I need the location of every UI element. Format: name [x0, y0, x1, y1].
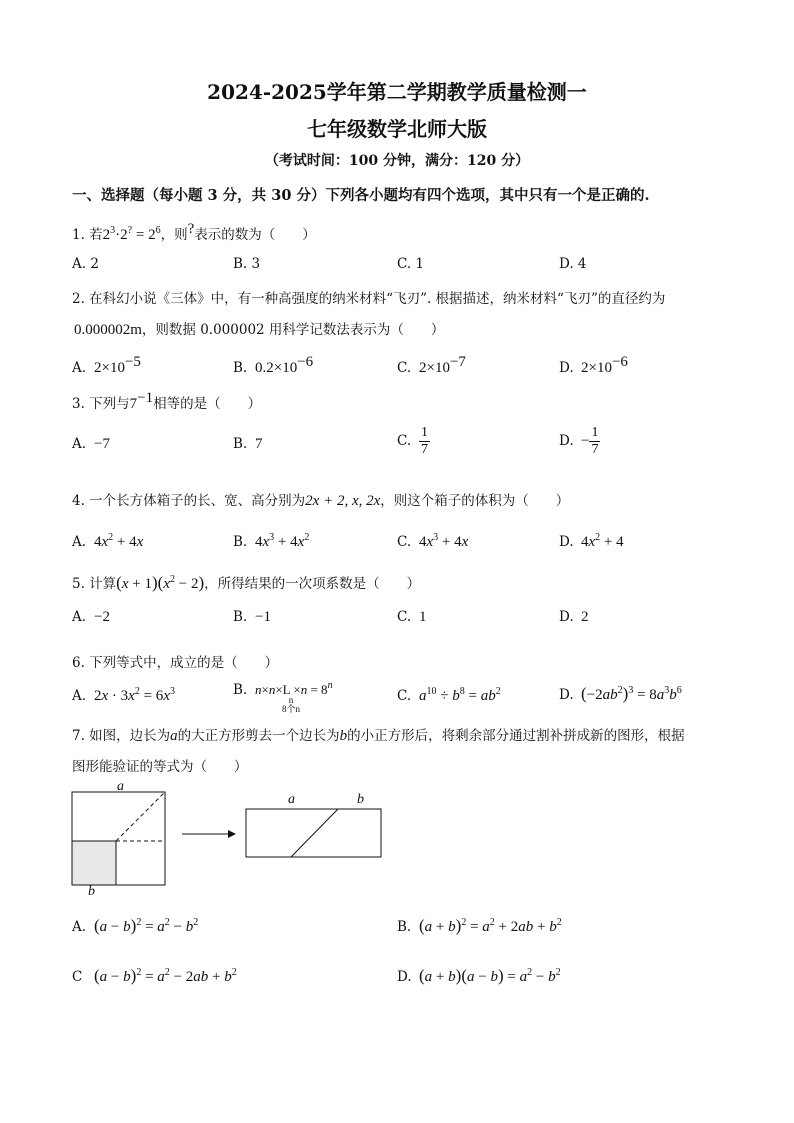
question-5	[72, 572, 420, 593]
q7-text-c: 的小正方形后，将剩余部分通过割补拼成新的图形，根据	[347, 728, 685, 744]
q2-option-d[interactable]	[559, 354, 628, 377]
q6-underbrace	[282, 696, 300, 714]
option-mantissa: 2×10	[94, 360, 125, 376]
q6-option-c[interactable]	[397, 686, 501, 705]
exam-subtitle: 七年级数学北师大版	[307, 117, 487, 141]
q5-option-d[interactable]	[559, 609, 589, 626]
option-label: A.	[72, 919, 87, 935]
underbrace-count: 8个n	[282, 704, 301, 714]
arrow-icon	[228, 830, 236, 838]
fraction: $\frac{1}{7}$	[591, 425, 599, 457]
figure2-label-a: a	[288, 792, 295, 807]
option-expression: $4x^2 + 4x$	[94, 532, 144, 550]
q2-option-b[interactable]	[233, 354, 313, 377]
q7-option-b[interactable]	[397, 916, 562, 936]
q7-text-b: 的大正方形剪去一个边长为	[177, 728, 340, 744]
figure-label-a: a	[117, 779, 124, 794]
q1-equation: $2^3\cdot 2^? = 2^6$	[102, 225, 161, 243]
q3-text-b: 相等的是（ ）	[153, 396, 262, 412]
q4-text-a: 4. 一个长方体箱子的长、宽、高分别为	[72, 493, 306, 509]
option-exponent: −5	[124, 354, 141, 370]
option-label: D.	[559, 360, 574, 376]
q7-figure	[60, 778, 400, 903]
q2-text: ，则数据 0.000002 用科学记数法表示为（ ）	[141, 322, 445, 338]
dashed-diagonal	[116, 792, 165, 841]
q1-suffix-b: 表示的数为（ ）	[194, 227, 316, 243]
option-label: B.	[233, 360, 248, 376]
option-mantissa: 0.2×10	[255, 360, 298, 376]
option-expression: $a^{10} \div b^8 = ab^2$	[419, 686, 501, 704]
option-label: A.	[72, 534, 87, 550]
option-expression: $n\times n\times L \times n = 8^n$	[255, 680, 333, 697]
q1-option-d[interactable]: D. 4	[559, 256, 587, 272]
q7-text-a: 7. 如图，边长为	[72, 728, 171, 744]
q6-option-d[interactable]	[559, 684, 682, 704]
option-exponent: −6	[297, 354, 314, 370]
option-label: B.	[233, 534, 248, 550]
q4-dimensions: 2x + 2, x, 2x	[305, 493, 381, 509]
option-label: B.	[233, 436, 248, 452]
question-1: 1. 若$2^3\cdot 2^? = 2^6$，则?表示的数为（ ）	[72, 221, 316, 243]
option-value: 2	[581, 609, 589, 625]
figure-label-b: b	[88, 884, 95, 899]
option-value: 7	[255, 436, 263, 452]
option-label: B.	[233, 682, 248, 698]
q2-option-c[interactable]	[397, 354, 466, 377]
question-3	[72, 390, 261, 413]
option-expression: $(a - b)^2 = a^2 - b^2$	[94, 916, 199, 935]
option-exponent: −6	[611, 354, 628, 370]
q5-option-b[interactable]	[233, 609, 271, 626]
question-7-line1	[72, 724, 685, 745]
q3-option-b[interactable]	[233, 436, 263, 453]
q4-option-c[interactable]	[397, 532, 468, 551]
cut-line	[291, 809, 338, 857]
option-expression: $(-2ab^2)^3 = 8a^3b^6$	[581, 684, 682, 703]
option-label: C.	[397, 534, 412, 550]
option-label: C.	[397, 360, 412, 376]
option-expression: $(a + b)^2 = a^2 + 2ab + b^2$	[419, 916, 562, 935]
option-exponent: −7	[449, 354, 466, 370]
option-mantissa: 2×10	[581, 360, 612, 376]
option-label: A.	[72, 360, 87, 376]
option-expression: $2x \cdot 3x^2 = 6x^3$	[94, 686, 175, 704]
question-4	[72, 489, 569, 510]
option-value: −7	[94, 436, 110, 452]
small-square	[72, 841, 116, 885]
q7-option-c[interactable]	[72, 966, 237, 986]
fraction: $\frac{1}{7}$	[421, 425, 428, 457]
q7-option-d[interactable]	[397, 966, 561, 986]
option-expression: $(a + b)(a - b) = a^2 - b^2$	[419, 966, 561, 985]
q1-option-c[interactable]: C. 1	[397, 256, 425, 272]
option-expression: $4x^3 + 4x$	[419, 532, 469, 550]
option-label: B.	[233, 609, 248, 625]
q5-text-b: ，所得结果的一次项系数是（ ）	[204, 576, 421, 592]
q1-prefix: 1. 若	[72, 227, 103, 243]
q7-var-a: a	[170, 728, 178, 744]
exam-title: 2024-2025学年第二学期教学质量检测一	[207, 80, 587, 104]
question-7-line2: 图形能验证的等式为（ ）	[72, 759, 248, 775]
question-2-line2	[74, 318, 444, 339]
figure2-label-b: b	[357, 792, 364, 807]
q5-option-a[interactable]	[72, 609, 110, 626]
section-heading: 一、选择题（每小题 3 分，共 30 分）下列各小题均有四个选项，其中只有一个是正确的.	[72, 187, 650, 204]
option-mantissa: 2×10	[419, 360, 450, 376]
option-label: D.	[559, 534, 574, 550]
q4-option-d[interactable]	[559, 532, 624, 551]
option-value: −2	[94, 609, 110, 625]
option-value: −1	[255, 609, 271, 625]
q3-option-c[interactable]	[397, 425, 430, 458]
q4-text-b: ，则这个箱子的体积为（ ）	[380, 493, 570, 509]
q4-option-b[interactable]	[233, 532, 309, 551]
q4-option-a[interactable]	[72, 532, 143, 551]
q5-text-a: 5. 计算	[72, 576, 117, 592]
option-label: A.	[72, 436, 87, 452]
option-label: B.	[397, 919, 412, 935]
q3-text-a: 3. 下列与	[72, 396, 130, 412]
question-6: 6. 下列等式中，成立的是（ ）	[72, 655, 279, 671]
option-label: D.	[559, 687, 574, 703]
q1-option-b[interactable]: B. 3	[233, 256, 261, 272]
q1-suffix-a: ，则	[160, 227, 188, 243]
q7-option-a[interactable]	[72, 916, 198, 936]
option-label: D.	[559, 609, 574, 625]
option-expression: $4x^3 + 4x^2$	[255, 532, 310, 550]
option-expression: $4x^2 + 4$	[581, 532, 624, 550]
option-label: C.	[397, 433, 412, 449]
q1-option-a[interactable]: A. 2	[72, 256, 99, 272]
option-label: D.	[559, 433, 574, 449]
option-value: 1	[419, 609, 427, 625]
q3-option-d[interactable]	[559, 425, 600, 458]
rearranged-rectangle	[246, 809, 381, 857]
q7-var-b: b	[339, 728, 348, 744]
q2-option-a[interactable]	[72, 354, 141, 377]
question-2-line1: 2. 在科幻小说《三体》中，有一种高强度的纳米材料“飞刃”. 根据描述，纳米材料“飞刃”的直径约为	[72, 291, 666, 307]
q6-option-a[interactable]	[72, 686, 175, 705]
option-expression: $(a - b)^2 = a^2 - 2ab + b^2$	[94, 966, 237, 985]
option-label: C.	[397, 609, 412, 625]
q2-value: 0.000002m	[74, 322, 142, 338]
option-label: C	[72, 969, 83, 985]
negative-sign: −	[581, 433, 590, 449]
q3-base: 7	[129, 396, 138, 412]
option-label: C.	[397, 688, 412, 704]
q5-option-c[interactable]	[397, 609, 427, 626]
q3-exponent: −1	[137, 390, 154, 406]
option-label: A.	[72, 688, 87, 704]
underbrace-n: n	[288, 695, 294, 705]
option-label: D.	[397, 969, 412, 985]
q3-option-a[interactable]	[72, 436, 110, 453]
option-label: A.	[72, 609, 87, 625]
exam-info: （考试时间：100 分钟，满分：120 分）	[264, 153, 530, 169]
q5-expression: $(x + 1)(x^2 - 2)$	[116, 573, 205, 592]
